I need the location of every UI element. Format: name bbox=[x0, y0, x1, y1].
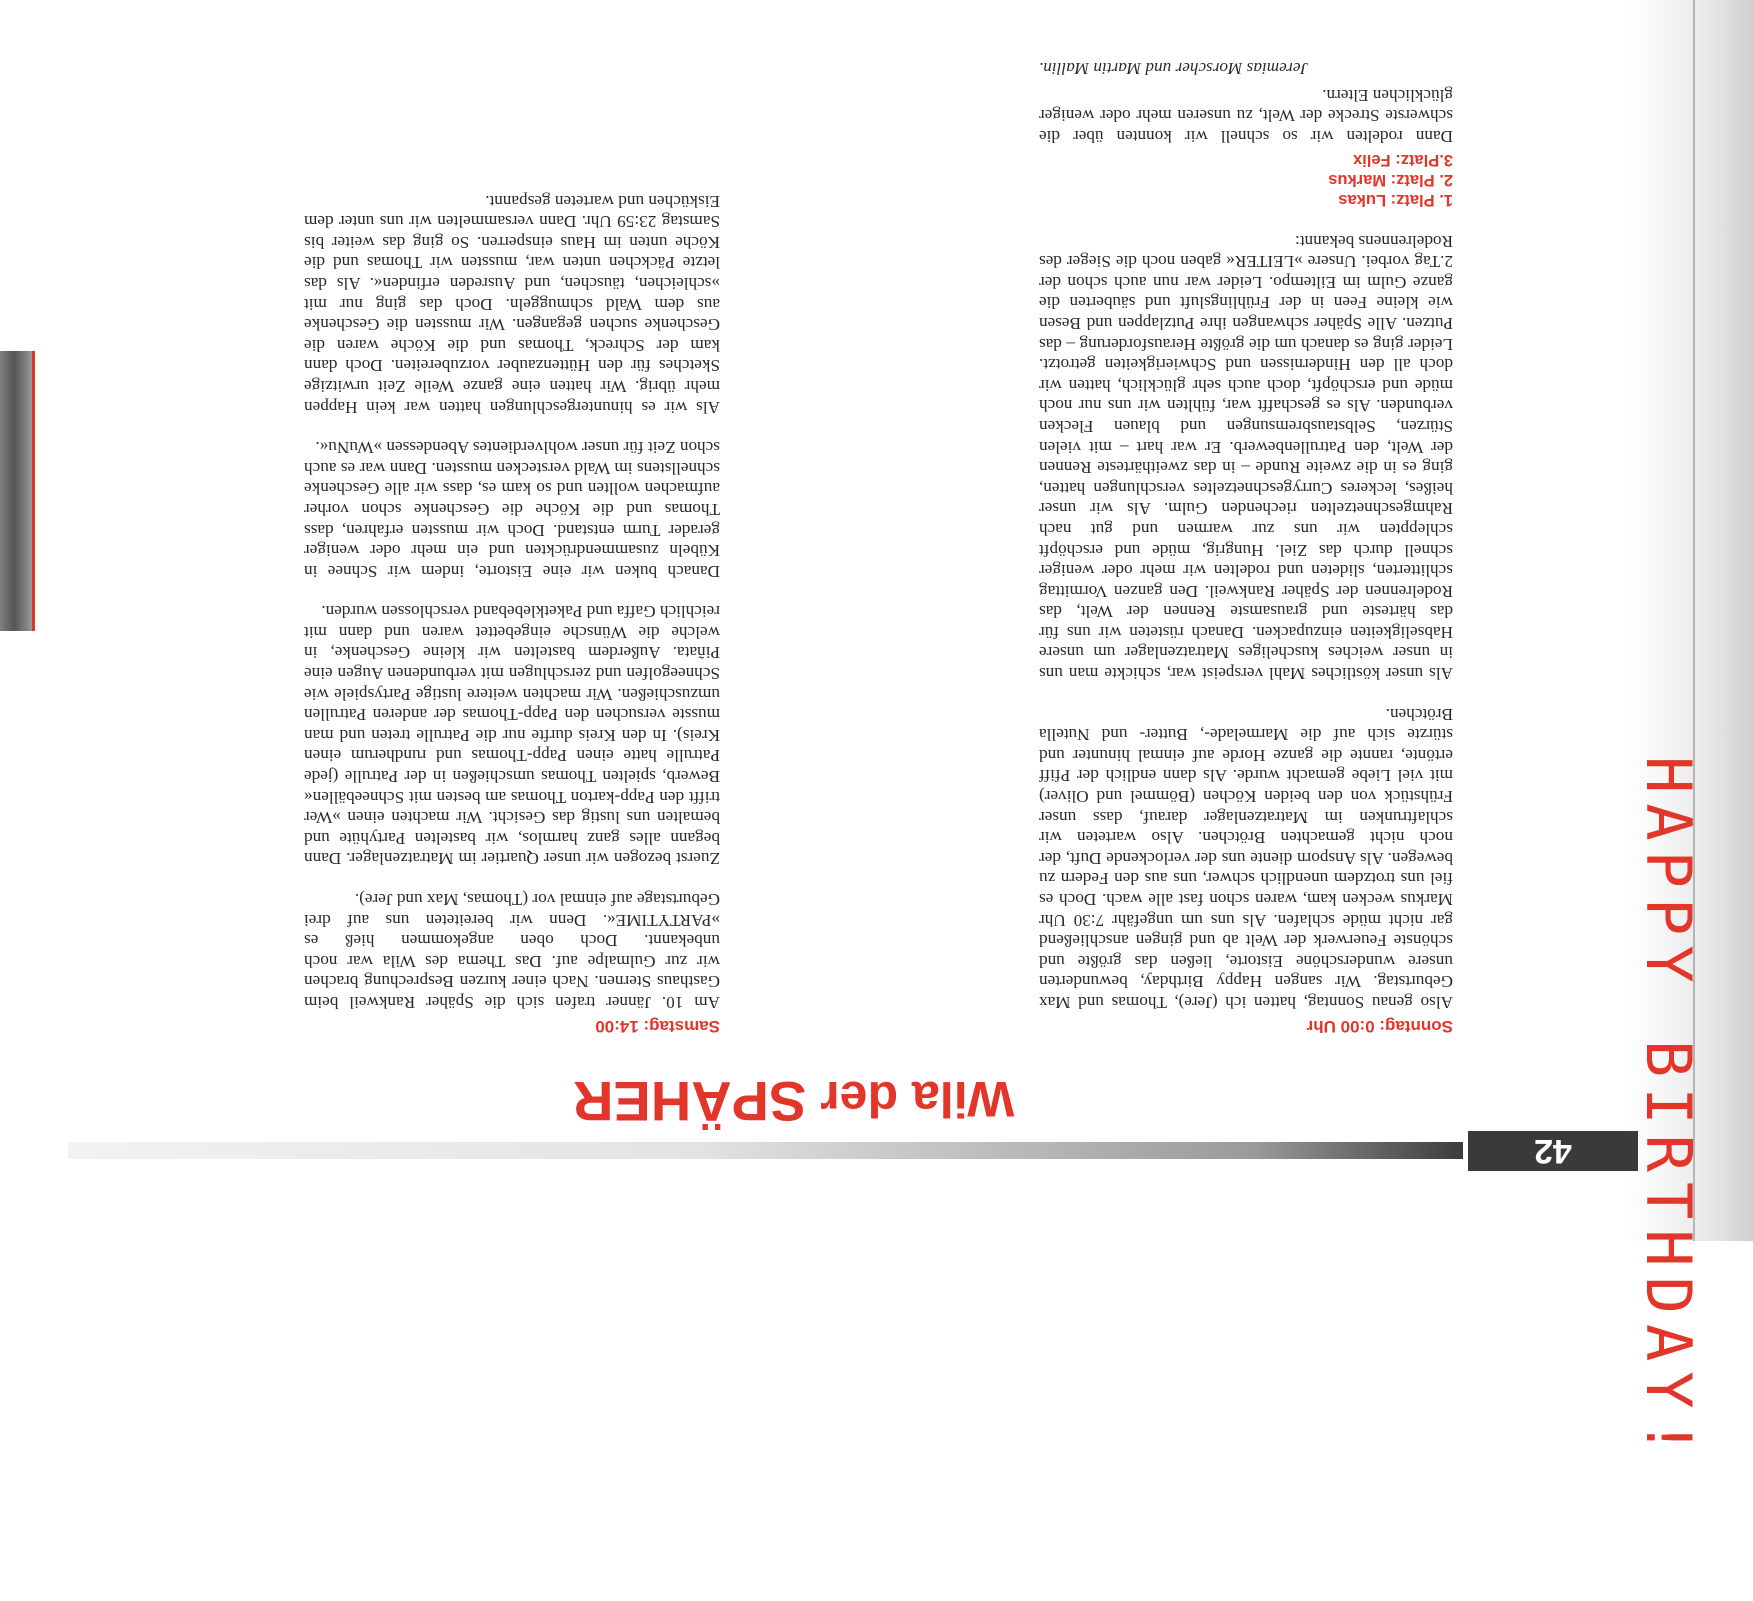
adjacent-page-photo-edge bbox=[0, 351, 35, 631]
paragraph: Danach buken wir eine Eistorte, indem wir Schnee in Kübeln zusammendrückten und ein mehr oder weniger gerader Turm entstand. Doch wir mussten erfahren, dass Thomas und die Köche die Geschenke schon vorher aufmachen wollten und so kam es, dass wir alle Geschenke schnellstens im Wald verstecken mussten. Dann war es auch schon Zeit für unser wohlverdientes Abendessen »WuNu«. bbox=[304, 438, 720, 581]
column-samstag bbox=[304, 170, 720, 1036]
paragraph: Als wir es hinuntergeschlungen hatten war kein Happen mehr übrig. Wir hatten eine ganze Weile Zeit urwitzige Sketches für den Hüttenzauber vorzubereiten. Doch dann kam der Schreck, Thomas und die Köche waren die Geschenke suchen gegangen. Wir mussten die Geschenke aus dem Wald schmuggeln. Doch das ging nur mit »schleichen, täuschen, und Ausreden erfinden«. Als das letzte Päckchen unten war, mussten wir Thomas und die Köche unten im Haus einsperren. So ging das weiter bis Samstag 23:59 Uhr. Dann versammelten wir uns unter dem Eisküchen und warteten gespannt. bbox=[304, 191, 720, 417]
article-author: Jeremias Morscher und Martin Mallin. bbox=[1039, 59, 1309, 79]
paragraph: Am 10. Jänner trafen sich die Späher Rankweil beim Gasthaus Sternen. Nach einer kurzen Besprechung brachen wir zur Gulmalpe auf. Das Thema des Wila war noch unbekannt. Doch oben angekommen hieß es »PARTYTIME«. Denn wir bereiteten uns auf drei Geburtstage auf einmal vor (Thomas, Max und Jere). bbox=[304, 890, 720, 1012]
closing-paragraph: Dann rodelten wir so schnell wir konnten über die schwerste Strecke der Welt, zu unseren mehr oder weniger glücklichen Eltern. bbox=[1039, 85, 1453, 147]
result-item: 1. Platz: Lukas bbox=[1338, 191, 1453, 210]
page-header-bar bbox=[68, 1142, 1463, 1159]
paragraph: Zuerst bezogen wir unser Quartier im Matratzenlager. Dann begann alles ganz harmlos, wir bastelten Partyhüte und bemalten uns lustig das Gesicht. Wir machten einen »Wer trifft den Papp-karton Thomas am besten mit Schneebällen« Bewerb, spielten Thomas umschießen in der Patrulle (jede Patrulle hatte einen Papp-Thomas und rundherum einen Kreis). In den Kreis durfte nur die Patrulle treten und man musste versuchen den Papp-Thomas der anderen Patrullen umzuschießen. Wir machten weitere lustige Partyspiele wie Schneegolfen und zerschlugen mit verbundenen Augen eine Piñata. Außerdem bastelten wir kleine Geschenke, in welche die Wünsche eingebettet waren und dann mit reichlich Gaffa und Paketklebeband verschlossen wurden. bbox=[304, 602, 720, 869]
column-subhead: Samstag: 14:00 bbox=[595, 1017, 720, 1036]
page-number: 42 bbox=[1468, 1131, 1638, 1171]
headline-caps: SPÄHER bbox=[573, 1070, 807, 1133]
column-sonntag bbox=[1039, 58, 1453, 1036]
headline-prefix: Wila der bbox=[806, 1071, 1015, 1127]
paragraph: Als unser köstliches Mahl verspeist war, schickte man uns in unser weiches kuscheliges Matratzenlager um unsere Habseligkeiten einzupacken. Danach rüsteten wir uns für das härteste und grausamste Rennen der Welt, das Rodelrennen der Späher Rankweil. Den ganzen Vormittag schlitterten, slideten und rodelten wir mehr oder weniger schnell durch das Ziel. Hungrig, müde und erschöpft schleppten wir uns zur warmen und gut nach Rahmgeschnetzelten riechenden Gulm. Als wir unser heißes, leckeres Currygeschnetzeltes verschlungen hatten, ging es in die zweite Runde – in das zweithärteste Rennen der Welt, den Patrullenbewerb. Er war hart – mit vielen Stürzen, Selbstausbremsungen und blauen Flecken verbunden. Als es geschafft war, fühlten wir uns nur noch müde und erschöpft, doch auch sehr glücklich, hatten wir doch all den Hindernissen und Schwierigkeiten getrotzt. Leider ging es danach um die größte Herausforderung – das Putzen. Alle Späher schwangen ihre Putzlappen und Besen wie kleine Feen in der Frühlingsluft und säuberten die ganze Gulm im Eiltempo. Leider war nun auch schon der 2.Tag vorbei. Unsere »LEITER« gaben noch die Sieger des Rodelrennens bekannt: bbox=[1039, 231, 1453, 684]
result-item: 2. Platz: Markus bbox=[1328, 171, 1453, 190]
paragraph: Also genau Sonntag, hatten ich (Jere), Thomas und Max Geburtstag. Wir sangen Happy Birthday, bewunderten unsere wunderschöne Eistorte, ließen das größte und schönste Feuerwerk der Welt ab und gingen anschließend gar nicht müde schlafen. Als uns um ungefähr 7:30 Uhr Markus wecken kam, waren schon fast alle wach. Doch es fiel uns trotzdem unendlich schwer, uns aus den Federn zu bewegen. Als Ansporn diente uns der verlockende Duft, der noch nicht gemachten Brötchen. Also warteten wir schlaftrunken im Matratzenlager darauf, dass unser Frühstück von den beiden Köchen (Bömmel und Oliver) mit viel Liebe gemacht wurde. Als dann endlich der Pfiff ertönte, rannte die ganze Horde auf einmal hinunter und stürzte sich auf die Marmelade-, Butter- und Nutella Brötchen. bbox=[1039, 704, 1453, 1012]
article-headline bbox=[573, 1069, 1753, 1131]
result-item: 3.Platz: Felix bbox=[1353, 151, 1453, 170]
happy-birthday-side-banner: HAPPY BIRTHDAY! bbox=[1632, 756, 1705, 1466]
column-subhead: Sonntag: 0:00 Uhr bbox=[1306, 1017, 1453, 1036]
rodel-results-list bbox=[1039, 150, 1453, 210]
